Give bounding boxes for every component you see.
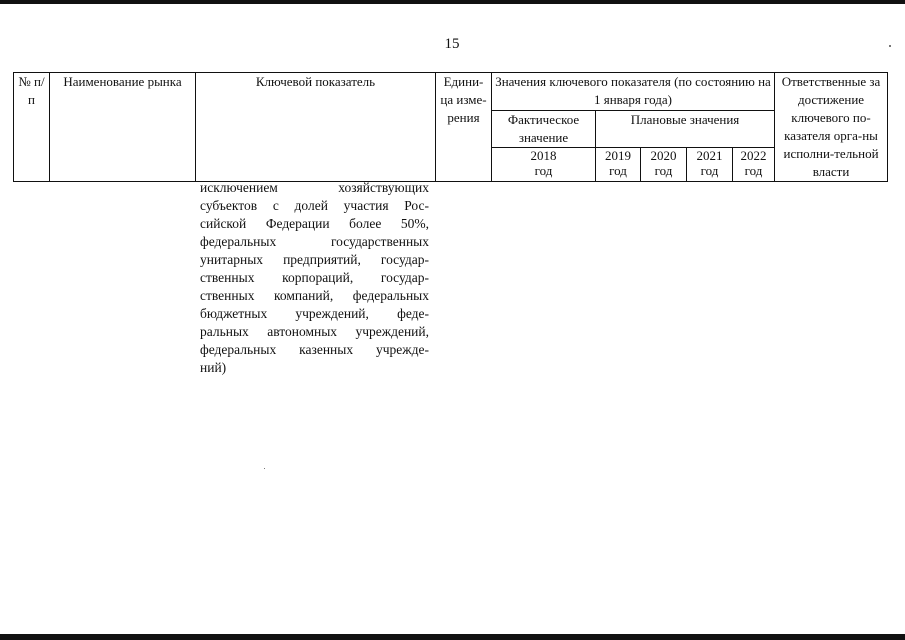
header-market: Наименование рынка — [50, 73, 196, 182]
header-year-2022 — [733, 148, 775, 182]
header-values: Значения ключевого показателя (по состоянию на 1 января года) — [492, 73, 775, 111]
fragment-line: исключением хозяйствующих — [200, 180, 429, 195]
header-year-2020 — [641, 148, 687, 182]
header-actual: Фактическое значение — [492, 110, 596, 148]
scan-speck — [264, 468, 265, 469]
fragment-line: федеральных государственных — [200, 234, 429, 249]
header-planned: Плановые значения — [596, 110, 775, 148]
indicator-text-fragment — [200, 179, 429, 377]
header-indicator: Ключевой показатель — [196, 73, 436, 182]
header-year-2018 — [492, 148, 596, 182]
year-2021-suffix: год — [700, 163, 719, 179]
fragment-line: ний) — [200, 360, 227, 375]
year-2021-label: 2021 — [696, 148, 723, 164]
scan-edge-top — [0, 0, 905, 4]
fragment-line: бюджетных учреждений, феде- — [200, 306, 429, 321]
fragment-line: ственных компаний, федеральных — [200, 288, 429, 303]
header-responsible: Ответственные за достижение ключевого по-казателя орга-ны исполни-тельной власти — [775, 73, 888, 182]
year-2020-label: 2020 — [650, 148, 677, 164]
year-2019-suffix: год — [609, 163, 627, 179]
fragment-line: сийской Федерации более 50%, — [200, 216, 429, 231]
header-unit: Едини-ца изме-рения — [436, 73, 492, 182]
indicator-table-header — [13, 72, 888, 182]
page-number: 15 — [444, 36, 460, 52]
year-2018-label: 2018 — [530, 148, 557, 164]
year-2020-suffix: год — [654, 163, 673, 179]
header-year-2019 — [596, 148, 641, 182]
year-2022-label: 2022 — [740, 148, 767, 164]
fragment-line: субъектов с долей участия Рос- — [200, 198, 429, 213]
fragment-line: ственных корпораций, государ- — [200, 270, 429, 285]
year-2019-label: 2019 — [605, 148, 631, 164]
header-year-2021 — [687, 148, 733, 182]
fragment-line: ральных автономных учреждений, — [200, 324, 429, 339]
fragment-line: федеральных казенных учрежде- — [200, 342, 429, 357]
scan-speck — [889, 45, 891, 47]
scan-edge-bottom — [0, 634, 905, 640]
fragment-line: унитарных предприятий, государ- — [200, 252, 429, 267]
year-2018-suffix: год — [534, 163, 553, 179]
year-2022-suffix: год — [744, 163, 763, 179]
header-num: № п/п — [14, 73, 50, 182]
